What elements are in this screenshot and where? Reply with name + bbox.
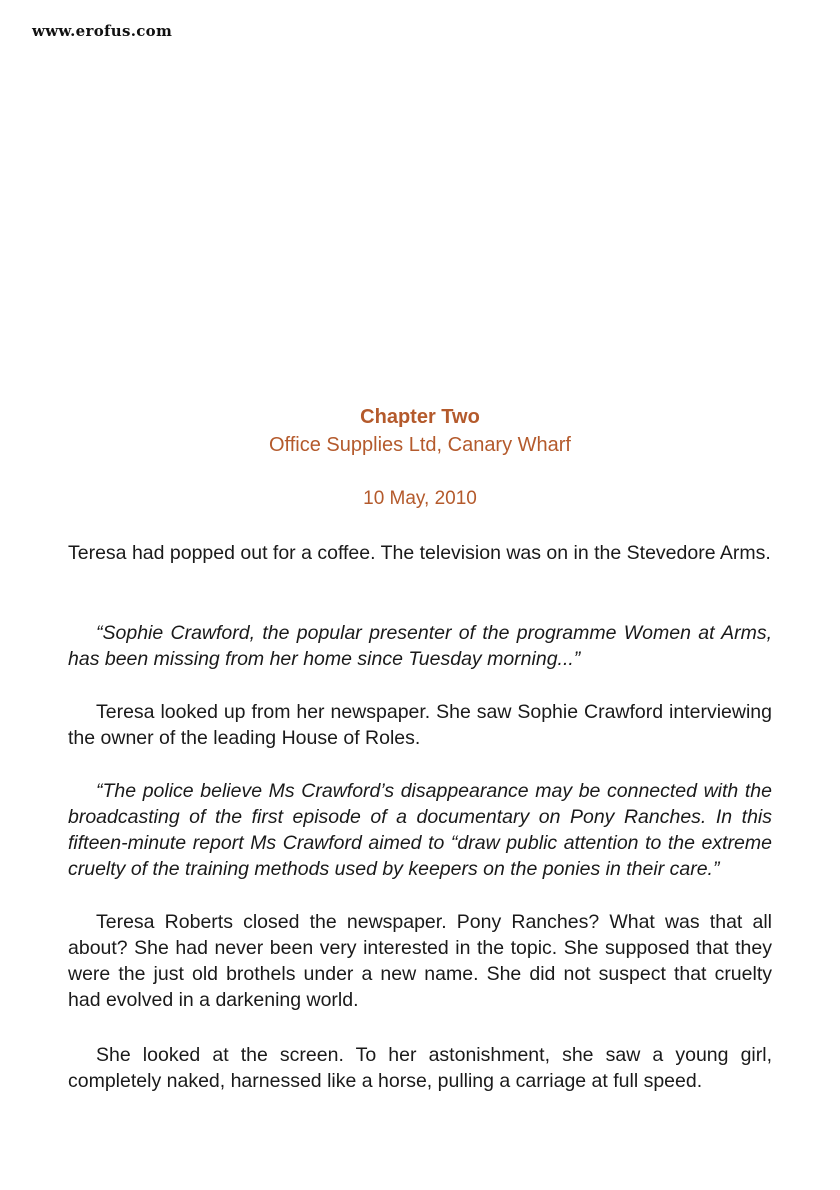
paragraph-newspaper: Teresa looked up from her newspaper. She saw Sophie Crawford interviewing the owner of the leading House of Roles. — [68, 701, 772, 749]
paragraph-reflection: Teresa Roberts closed the newspaper. Pony Ranches? What was that all about? She had never been very interested in the topic. She supposed that they were the just old brothels under a new name. She did not suspect that cruelty had evolved in a darkening world. — [68, 911, 772, 1011]
paragraph-screen: She looked at the screen. To her astonishment, she saw a young girl, completely naked, harnessed like a horse, pulling a carriage at full speed. — [68, 1044, 772, 1092]
chapter-subtitle: Office Supplies Ltd, Canary Wharf — [269, 434, 571, 456]
quote-police-statement: “The police believe Ms Crawford’s disappearance may be connected with the broadcasting of the first episode of a documentary on Pony Ranches. In this fifteen-minute report Ms Crawford aimed to “draw public attention to the extreme cruelty of the training methods used by keepers on the ponies in their care.” — [68, 780, 772, 880]
chapter-title: Chapter Two — [360, 406, 480, 428]
watermark-text: www.erofus.com — [32, 22, 173, 40]
paragraph-intro: Teresa had popped out for a coffee. The television was on in the Stevedore Arms. — [68, 542, 771, 564]
quote-news-report: “Sophie Crawford, the popular presenter of the programme Women at Arms, has been missing from her home since Tuesday morning...” — [68, 622, 772, 670]
chapter-date: 10 May, 2010 — [363, 488, 477, 509]
